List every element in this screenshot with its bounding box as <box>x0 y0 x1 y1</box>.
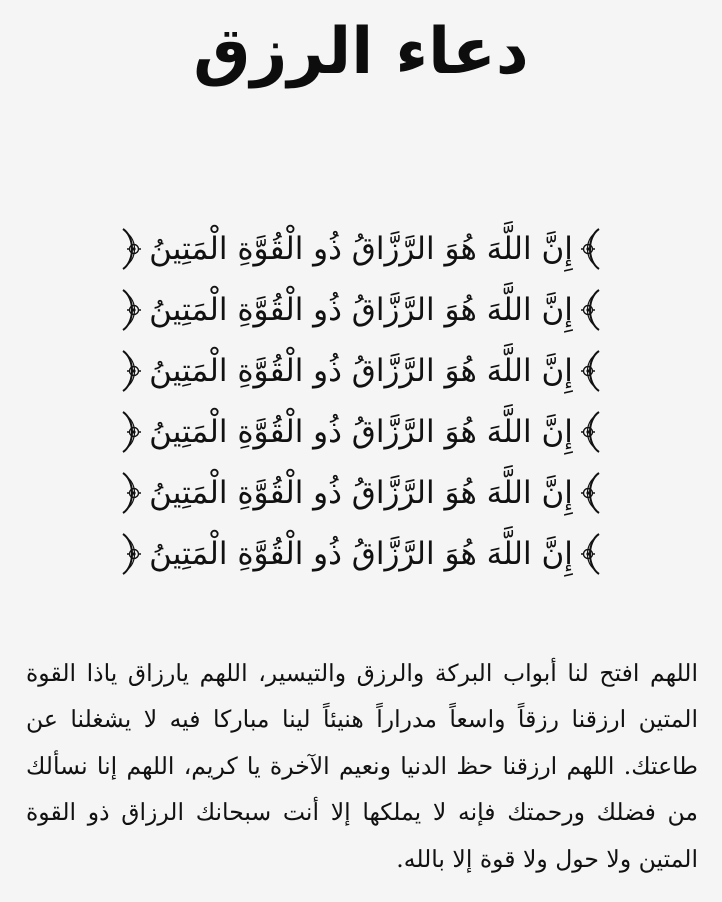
verse-bracket-open-icon <box>581 288 603 332</box>
page-title: دعاء الرزق <box>193 15 529 89</box>
verse-row <box>90 523 632 584</box>
verse-row <box>90 218 632 279</box>
verse-text: إِنَّ اللَّهَ هُوَ الرَّزَّاقُ ذُو الْقُوَّةِ الْمَتِينُ <box>149 230 573 267</box>
verse-bracket-close-icon <box>119 227 141 271</box>
verse-bracket-open-icon <box>581 532 603 576</box>
verse-row <box>90 279 632 340</box>
verse-bracket-open-icon <box>581 227 603 271</box>
verse-text: إِنَّ اللَّهَ هُوَ الرَّزَّاقُ ذُو الْقُوَّةِ الْمَتِينُ <box>149 352 573 389</box>
verse-text: إِنَّ اللَّهَ هُوَ الرَّزَّاقُ ذُو الْقُوَّةِ الْمَتِينُ <box>149 291 573 328</box>
verse-bracket-close-icon <box>119 288 141 332</box>
verse-bracket-open-icon <box>581 471 603 515</box>
verse-text: إِنَّ اللَّهَ هُوَ الرَّزَّاقُ ذُو الْقُوَّةِ الْمَتِينُ <box>149 535 573 572</box>
verse-list <box>90 218 632 584</box>
verse-text: إِنَّ اللَّهَ هُوَ الرَّزَّاقُ ذُو الْقُوَّةِ الْمَتِينُ <box>149 413 573 450</box>
verse-bracket-close-icon <box>119 471 141 515</box>
verse-row <box>90 462 632 523</box>
verse-bracket-close-icon <box>119 349 141 393</box>
verse-row <box>90 401 632 462</box>
dua-paragraph: اللهم افتح لنا أبواب البركة والرزق والتيسير، اللهم يارزاق ياذا القوة المتين ارزقنا رزقاً واسعاً مدراراً هنيئاً لينا مباركا فيه لا يشغلنا عن طاعتك. اللهم ارزقنا حظ الدنيا ونعيم الآخرة يا كريم، اللهم إنا نسألك من فضلك ورحمتك فإنه لا يملكها إلا أنت سبحانك الرزاق ذو القوة المتين ولا حول ولا قوة إلا بالله. <box>26 658 698 873</box>
verse-bracket-close-icon <box>119 532 141 576</box>
verse-row <box>90 340 632 401</box>
verse-bracket-open-icon <box>581 410 603 454</box>
verse-bracket-close-icon <box>119 410 141 454</box>
verse-text: إِنَّ اللَّهَ هُوَ الرَّزَّاقُ ذُو الْقُوَّةِ الْمَتِينُ <box>149 474 573 511</box>
verse-bracket-open-icon <box>581 349 603 393</box>
